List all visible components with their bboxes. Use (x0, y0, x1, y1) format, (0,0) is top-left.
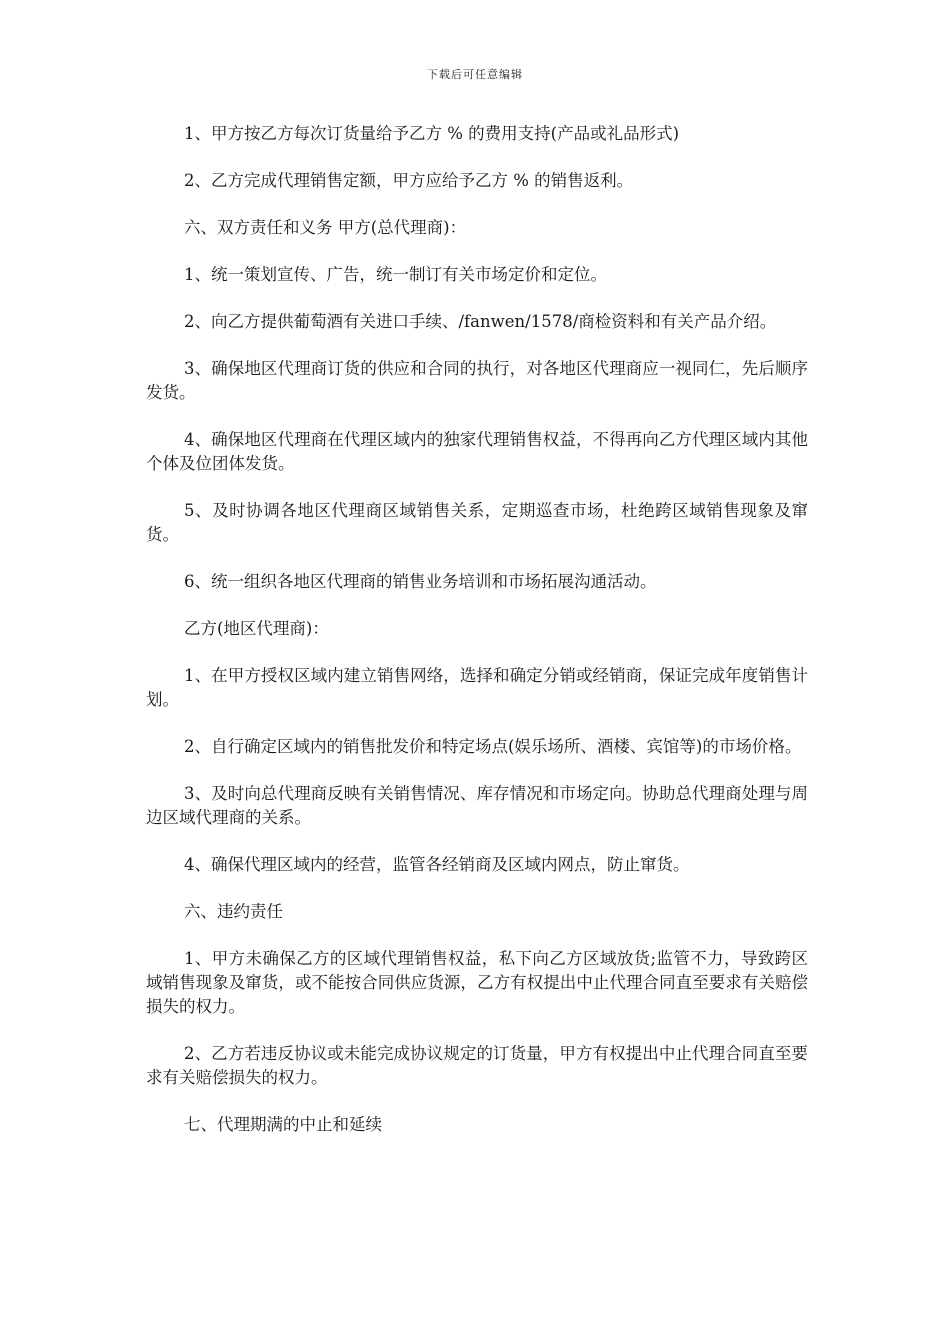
paragraph: 4、确保地区代理商在代理区域内的独家代理销售权益，不得再向乙方代理区域内其他个体及位团体发货。 (146, 430, 808, 473)
paragraph: 2、乙方完成代理销售定额，甲方应给予乙方 % 的销售返利。 (184, 171, 634, 190)
section-heading: 乙方(地区代理商)： (184, 619, 329, 638)
section-heading: 七、代理期满的中止和延续 (184, 1115, 382, 1134)
document-body (146, 122, 808, 1137)
page-header: 下载后可任意编辑 (427, 68, 523, 81)
paragraph: 6、统一组织各地区代理商的销售业务培训和市场拓展沟通活动。 (184, 572, 657, 591)
paragraph: 2、向乙方提供葡萄酒有关进口手续、/fanwen/1578/商检资料和有关产品介绍。 (184, 312, 777, 331)
paragraph: 2、自行确定区域内的销售批发价和特定场点(娱乐场所、酒楼、宾馆等)的市场价格。 (184, 737, 802, 756)
paragraph: 1、甲方按乙方每次订货量给予乙方 % 的费用支持(产品或礼品形式) (184, 124, 680, 143)
section-heading: 六、双方责任和义务 甲方(总代理商)： (184, 218, 467, 237)
paragraph: 5、及时协调各地区代理商区域销售关系，定期巡查市场，杜绝跨区域销售现象及窜货。 (146, 501, 808, 544)
paragraph: 1、统一策划宣传、广告，统一制订有关市场定价和定位。 (184, 265, 607, 284)
paragraph: 1、甲方未确保乙方的区域代理销售权益，私下向乙方区域放货;监管不力，导致跨区域销售现象及窜货，或不能按合同供应货源，乙方有权提出中止代理合同直至要求有关赔偿损失的权力。 (146, 949, 808, 1016)
section-heading: 六、违约责任 (184, 902, 283, 921)
paragraph: 3、确保地区代理商订货的供应和合同的执行，对各地区代理商应一视同仁，先后顺序发货。 (146, 359, 808, 402)
paragraph: 3、及时向总代理商反映有关销售情况、库存情况和市场定向。协助总代理商处理与周边区域代理商的关系。 (146, 784, 808, 827)
paragraph: 4、确保代理区域内的经营，监管各经销商及区域内网点，防止窜货。 (184, 855, 690, 874)
paragraph: 2、乙方若违反协议或未能完成协议规定的订货量，甲方有权提出中止代理合同直至要求有关赔偿损失的权力。 (146, 1044, 808, 1087)
paragraph: 1、在甲方授权区域内建立销售网络，选择和确定分销或经销商，保证完成年度销售计划。 (146, 666, 808, 709)
